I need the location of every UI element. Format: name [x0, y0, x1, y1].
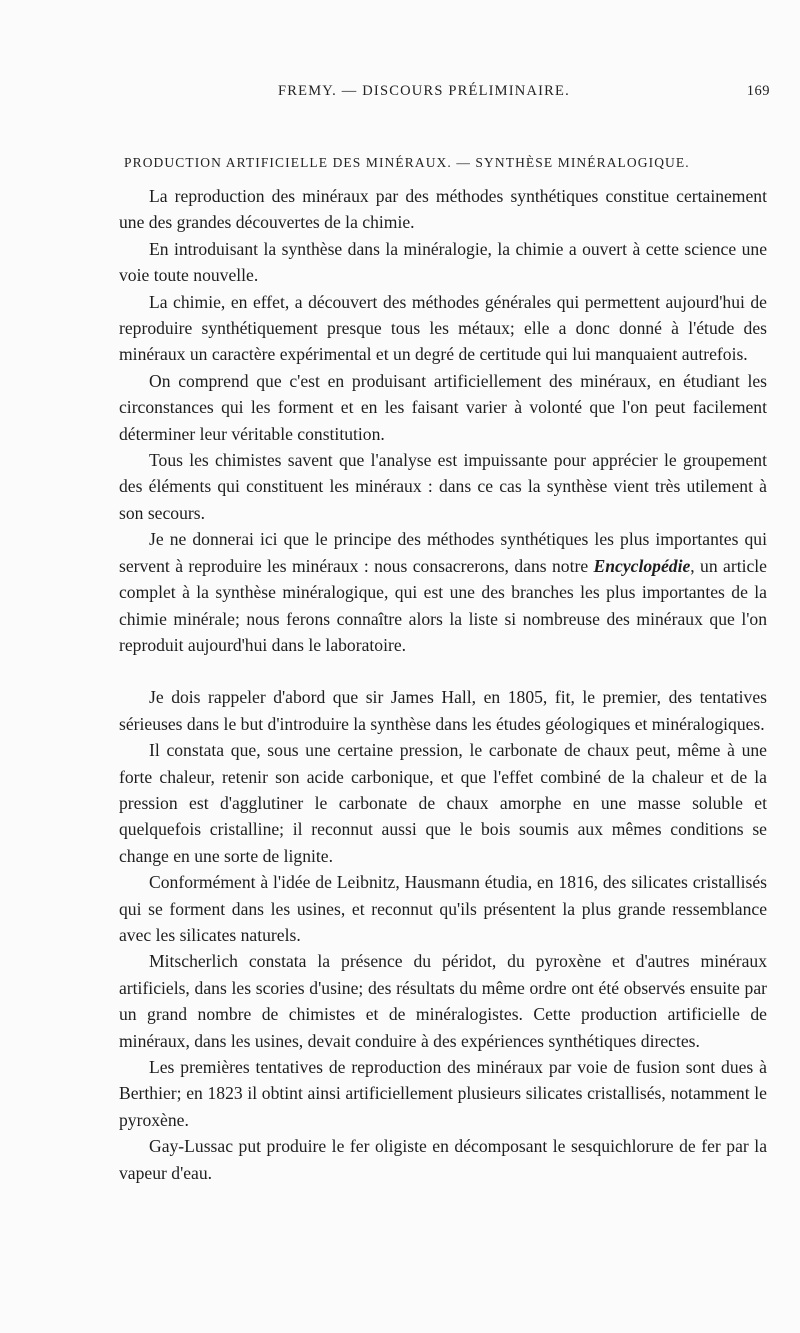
paragraph: La reproduction des minéraux par des méthodes synthétiques constitue certainement une des grandes découvertes de la chimie.	[119, 186, 767, 233]
page-number: 169	[746, 83, 770, 99]
section-heading: PRODUCTION ARTIFICIELLE DES MINÉRAUX. — SYNTHÈSE MINÉRALOGIQUE.	[124, 155, 690, 170]
paragraph: Gay-Lussac put produire le fer oligiste en décomposant le sesquichlorure de fer par la vapeur d'eau.	[119, 1136, 767, 1183]
paragraph: Mitscherlich constata la présence du péridot, du pyroxène et d'autres minéraux artificiels, dans les scories d'usine; des résultats du même ordre ont été observés ensuite par un grand nombre de chimistes et de minéralogistes. Cette production artificielle de minéraux, dans les usines, devait conduire à des expériences synthétiques directes.	[119, 951, 767, 1051]
paragraph: Conformément à l'idée de Leibnitz, Hausmann étudia, en 1816, des silicates cristallisés qui se forment dans les usines, et reconnut qu'ils présentent la plus grande ressemblance avec les silicates naturels.	[119, 872, 767, 945]
running-title: FREMY. — DISCOURS PRÉLIMINAIRE.	[278, 83, 570, 99]
paragraph-gap	[119, 658, 767, 684]
paragraph-text-after: , un article complet à la synthèse minéralogique, qui est une des branches les plus importantes de la chimie minérale; nous ferons connaître alors la liste si nombreuse des minéraux que l'on reproduit aujourd'hui dans le laboratoire.	[119, 555, 767, 655]
running-head	[118, 83, 770, 105]
paragraph-encyclopedie	[119, 526, 767, 658]
italic-title: Encyclopédie	[593, 555, 691, 576]
paragraph-text-before: Je ne donnerai ici que le principe des méthodes synthétiques les plus importantes qui servent à reproduire les minéraux : nous consacrerons, dans notre	[119, 529, 767, 576]
paragraph: On comprend que c'est en produisant artificiellement des minéraux, en étudiant les circonstances qui les forment et en les faisant varier à volonté que l'on peut facilement déterminer leur véritable constitution.	[119, 370, 767, 444]
body-text	[119, 183, 767, 1186]
paragraph: Je dois rappeler d'abord que sir James Hall, en 1805, fit, le premier, des tentatives sérieuses dans le but d'introduire la synthèse dans les études géologiques et minéralogiques.	[119, 687, 767, 734]
paragraph: En introduisant la synthèse dans la minéralogie, la chimie a ouvert à cette science une voie toute nouvelle.	[119, 238, 767, 286]
paragraph: La chimie, en effet, a découvert des méthodes générales qui permettent aujourd'hui de reproduire synthétiquement presque tous les métaux; elle a donc donné à l'étude des minéraux un caractère expérimental et un degré de certitude qui lui manquaient autrefois.	[119, 291, 767, 365]
paragraph: Il constata que, sous une certaine pression, le carbonate de chaux peut, même à une forte chaleur, retenir son acide carbonique, et que l'effet combiné de la chaleur et de la pression est d'agglutiner le carbonate de chaux amorphe en une masse soluble et quelquefois cristalline; il reconnut aussi que le bois soumis aux mêmes conditions se change en une sorte de lignite.	[119, 740, 767, 866]
paragraph: Les premières tentatives de reproduction des minéraux par voie de fusion sont dues à Berthier; en 1823 il obtint ainsi artificiellement plusieurs silicates cristallisés, notamment le pyroxène.	[119, 1057, 767, 1130]
paragraph: Tous les chimistes savent que l'analyse est impuissante pour apprécier le groupement des éléments qui constituent les minéraux : dans ce cas la synthèse vient très utilement à son secours.	[119, 450, 767, 523]
